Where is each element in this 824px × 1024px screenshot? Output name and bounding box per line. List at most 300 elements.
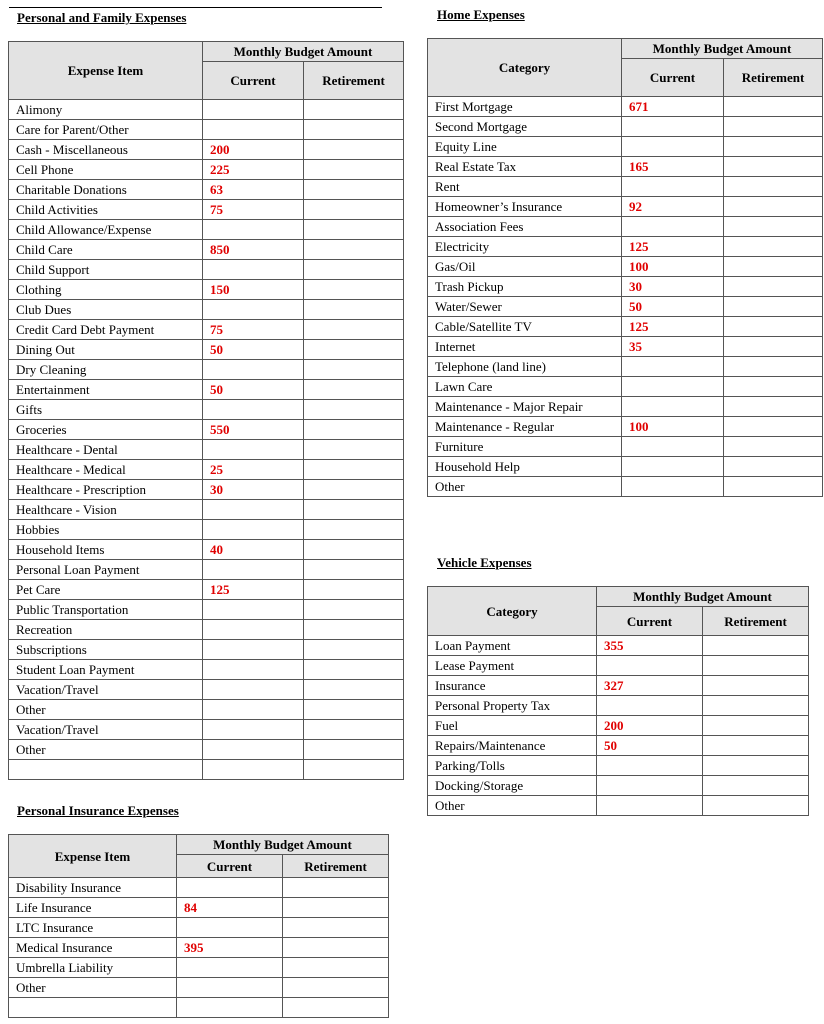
retirement-amount-cell <box>304 580 404 600</box>
expense-item-cell: Charitable Donations <box>9 180 203 200</box>
current-amount-cell: 35 <box>622 337 724 357</box>
current-amount-cell <box>597 776 703 796</box>
retirement-amount-cell <box>724 357 823 377</box>
current-amount-cell <box>203 220 304 240</box>
expense-item-cell: Equity Line <box>428 137 622 157</box>
table-row <box>9 300 404 320</box>
retirement-amount-cell <box>304 280 404 300</box>
current-amount-cell: 75 <box>203 200 304 220</box>
retirement-amount-cell <box>724 237 823 257</box>
retirement-amount-cell <box>304 700 404 720</box>
current-amount-cell <box>177 878 283 898</box>
retirement-amount-cell <box>304 460 404 480</box>
table-row <box>428 97 823 117</box>
expense-item-cell: Healthcare - Dental <box>9 440 203 460</box>
current-amount-cell <box>203 400 304 420</box>
expense-item-cell: Furniture <box>428 437 622 457</box>
current-amount-cell: 50 <box>203 340 304 360</box>
current-amount-cell: 850 <box>203 240 304 260</box>
table-row <box>9 660 404 680</box>
retirement-amount-cell <box>304 760 404 780</box>
expense-item-cell: Rent <box>428 177 622 197</box>
current-amount-cell <box>203 520 304 540</box>
retirement-amount-cell <box>703 776 809 796</box>
table-row <box>428 177 823 197</box>
table-row <box>9 380 404 400</box>
retirement-amount-cell <box>304 300 404 320</box>
retirement-amount-cell <box>304 140 404 160</box>
header-current: Current <box>177 855 283 878</box>
table-row <box>428 377 823 397</box>
expense-item-cell: Credit Card Debt Payment <box>9 320 203 340</box>
insurance-section-title: Personal Insurance Expenses <box>17 803 179 818</box>
current-amount-cell: 75 <box>203 320 304 340</box>
header-monthly-budget: Monthly Budget Amount <box>177 835 389 855</box>
current-amount-cell: 200 <box>203 140 304 160</box>
table-row <box>428 157 823 177</box>
expense-item-cell: Homeowner’s Insurance <box>428 197 622 217</box>
retirement-amount-cell <box>724 257 823 277</box>
table-row <box>9 720 404 740</box>
expense-item-cell: Student Loan Payment <box>9 660 203 680</box>
expense-item-cell: First Mortgage <box>428 97 622 117</box>
current-amount-cell <box>203 560 304 580</box>
retirement-amount-cell <box>703 696 809 716</box>
vehicle-section-title: Vehicle Expenses <box>437 555 532 570</box>
retirement-amount-cell <box>703 636 809 656</box>
expense-item-cell: Other <box>428 477 622 497</box>
expense-item-cell: Association Fees <box>428 217 622 237</box>
retirement-amount-cell <box>283 998 389 1018</box>
current-amount-cell <box>203 680 304 700</box>
table-row <box>428 716 809 736</box>
expense-item-cell: Cell Phone <box>9 160 203 180</box>
current-amount-cell: 550 <box>203 420 304 440</box>
expense-item-cell: Fuel <box>428 716 597 736</box>
header-retirement: Retirement <box>703 607 809 636</box>
table-row <box>428 457 823 477</box>
current-amount-cell <box>622 377 724 397</box>
header-retirement: Retirement <box>304 62 404 100</box>
retirement-amount-cell <box>304 200 404 220</box>
table-row <box>428 197 823 217</box>
current-amount-cell: 25 <box>203 460 304 480</box>
expense-item-cell: LTC Insurance <box>9 918 177 938</box>
retirement-amount-cell <box>304 680 404 700</box>
expense-item-cell: Parking/Tolls <box>428 756 597 776</box>
table-row <box>9 320 404 340</box>
expense-item-cell: Care for Parent/Other <box>9 120 203 140</box>
current-amount-cell <box>597 696 703 716</box>
header-expense-item: Expense Item <box>9 42 203 100</box>
current-amount-cell: 125 <box>622 237 724 257</box>
expense-item-cell: Maintenance - Regular <box>428 417 622 437</box>
table-row <box>9 938 389 958</box>
current-amount-cell: 30 <box>622 277 724 297</box>
table-row <box>9 340 404 360</box>
current-amount-cell: 30 <box>203 480 304 500</box>
current-amount-cell <box>177 998 283 1018</box>
table-row <box>9 160 404 180</box>
retirement-amount-cell <box>724 397 823 417</box>
table-row <box>9 440 404 460</box>
table-row <box>428 317 823 337</box>
table-row <box>9 400 404 420</box>
table-row <box>428 217 823 237</box>
current-amount-cell: 355 <box>597 636 703 656</box>
table-row <box>9 998 389 1018</box>
retirement-amount-cell <box>283 938 389 958</box>
retirement-amount-cell <box>724 417 823 437</box>
current-amount-cell: 225 <box>203 160 304 180</box>
current-amount-cell: 125 <box>622 317 724 337</box>
table-row <box>9 760 404 780</box>
expense-item-cell: Other <box>9 700 203 720</box>
personal-title-rule <box>9 7 382 8</box>
expense-item-cell <box>9 998 177 1018</box>
table-row <box>428 776 809 796</box>
header-category: Category <box>428 39 622 97</box>
retirement-amount-cell <box>703 756 809 776</box>
header-expense-item: Expense Item <box>9 835 177 878</box>
expense-item-cell: Docking/Storage <box>428 776 597 796</box>
retirement-amount-cell <box>304 480 404 500</box>
expense-item-cell: Disability Insurance <box>9 878 177 898</box>
current-amount-cell: 327 <box>597 676 703 696</box>
header-current: Current <box>203 62 304 100</box>
expense-item-cell: Other <box>9 740 203 760</box>
current-amount-cell: 200 <box>597 716 703 736</box>
current-amount-cell: 92 <box>622 197 724 217</box>
table-row <box>428 437 823 457</box>
table-row <box>9 260 404 280</box>
current-amount-cell: 671 <box>622 97 724 117</box>
expense-item-cell: Clothing <box>9 280 203 300</box>
retirement-amount-cell <box>304 440 404 460</box>
retirement-amount-cell <box>724 297 823 317</box>
table-row <box>9 420 404 440</box>
table-row <box>428 237 823 257</box>
expense-item-cell: Household Items <box>9 540 203 560</box>
table-row <box>9 460 404 480</box>
retirement-amount-cell <box>724 277 823 297</box>
table-row <box>9 540 404 560</box>
table-row <box>9 978 389 998</box>
retirement-amount-cell <box>703 676 809 696</box>
expense-item-cell: Vacation/Travel <box>9 720 203 740</box>
table-row <box>9 520 404 540</box>
retirement-amount-cell <box>724 317 823 337</box>
home-section-title: Home Expenses <box>437 7 525 22</box>
table-row <box>9 640 404 660</box>
table-row <box>9 280 404 300</box>
current-amount-cell <box>203 120 304 140</box>
retirement-amount-cell <box>703 796 809 816</box>
retirement-amount-cell <box>724 117 823 137</box>
expense-item-cell: Recreation <box>9 620 203 640</box>
current-amount-cell <box>177 978 283 998</box>
table-row <box>9 620 404 640</box>
expense-item-cell: Cash - Miscellaneous <box>9 140 203 160</box>
expense-item-cell: Second Mortgage <box>428 117 622 137</box>
retirement-amount-cell <box>304 220 404 240</box>
retirement-amount-cell <box>283 978 389 998</box>
table-row <box>428 337 823 357</box>
retirement-amount-cell <box>724 337 823 357</box>
table-row <box>9 120 404 140</box>
expense-item-cell: Water/Sewer <box>428 297 622 317</box>
retirement-amount-cell <box>304 500 404 520</box>
current-amount-cell: 50 <box>622 297 724 317</box>
header-category: Category <box>428 587 597 636</box>
header-monthly-budget: Monthly Budget Amount <box>597 587 809 607</box>
table-row <box>428 357 823 377</box>
expense-item-cell: Insurance <box>428 676 597 696</box>
current-amount-cell <box>203 300 304 320</box>
expense-item-cell <box>9 760 203 780</box>
expense-item-cell: Telephone (land line) <box>428 357 622 377</box>
header-monthly-budget: Monthly Budget Amount <box>622 39 823 59</box>
expense-item-cell: Internet <box>428 337 622 357</box>
retirement-amount-cell <box>724 217 823 237</box>
current-amount-cell <box>622 137 724 157</box>
retirement-amount-cell <box>304 360 404 380</box>
table-row <box>9 220 404 240</box>
retirement-amount-cell <box>703 736 809 756</box>
current-amount-cell <box>622 477 724 497</box>
current-amount-cell <box>203 260 304 280</box>
expense-item-cell: Entertainment <box>9 380 203 400</box>
retirement-amount-cell <box>304 240 404 260</box>
table-row <box>9 580 404 600</box>
current-amount-cell <box>203 640 304 660</box>
retirement-amount-cell <box>283 898 389 918</box>
retirement-amount-cell <box>304 400 404 420</box>
expense-item-cell: Healthcare - Prescription <box>9 480 203 500</box>
header-current: Current <box>622 59 724 97</box>
retirement-amount-cell <box>304 740 404 760</box>
expense-item-cell: Subscriptions <box>9 640 203 660</box>
table-row <box>428 137 823 157</box>
retirement-amount-cell <box>304 160 404 180</box>
current-amount-cell: 165 <box>622 157 724 177</box>
expense-item-cell: Public Transportation <box>9 600 203 620</box>
expense-item-cell: Vacation/Travel <box>9 680 203 700</box>
current-amount-cell <box>203 360 304 380</box>
current-amount-cell: 125 <box>203 580 304 600</box>
expense-item-cell: Dry Cleaning <box>9 360 203 380</box>
table-row <box>9 200 404 220</box>
expense-item-cell: Groceries <box>9 420 203 440</box>
header-retirement: Retirement <box>724 59 823 97</box>
retirement-amount-cell <box>283 958 389 978</box>
current-amount-cell <box>203 660 304 680</box>
expense-item-cell: Healthcare - Medical <box>9 460 203 480</box>
table-row <box>9 100 404 120</box>
table-row <box>428 417 823 437</box>
current-amount-cell <box>622 397 724 417</box>
vehicle-expenses-table <box>427 586 809 816</box>
retirement-amount-cell <box>724 377 823 397</box>
expense-item-cell: Medical Insurance <box>9 938 177 958</box>
retirement-amount-cell <box>304 180 404 200</box>
header-monthly-budget: Monthly Budget Amount <box>203 42 404 62</box>
expense-item-cell: Other <box>428 796 597 816</box>
retirement-amount-cell <box>724 157 823 177</box>
expense-item-cell: Lease Payment <box>428 656 597 676</box>
table-row <box>9 140 404 160</box>
retirement-amount-cell <box>304 100 404 120</box>
table-row <box>428 297 823 317</box>
expense-item-cell: Child Care <box>9 240 203 260</box>
current-amount-cell: 40 <box>203 540 304 560</box>
table-row <box>428 277 823 297</box>
expense-item-cell: Healthcare - Vision <box>9 500 203 520</box>
current-amount-cell <box>622 357 724 377</box>
table-row <box>428 796 809 816</box>
table-row <box>428 756 809 776</box>
expense-item-cell: Other <box>9 978 177 998</box>
header-retirement: Retirement <box>283 855 389 878</box>
table-row <box>9 958 389 978</box>
current-amount-cell: 63 <box>203 180 304 200</box>
table-row <box>428 117 823 137</box>
current-amount-cell <box>622 117 724 137</box>
expense-item-cell: Personal Loan Payment <box>9 560 203 580</box>
table-row <box>9 600 404 620</box>
table-row <box>9 560 404 580</box>
current-amount-cell <box>622 177 724 197</box>
current-amount-cell <box>622 457 724 477</box>
expense-item-cell: Personal Property Tax <box>428 696 597 716</box>
current-amount-cell: 100 <box>622 257 724 277</box>
table-row <box>428 656 809 676</box>
expense-item-cell: Hobbies <box>9 520 203 540</box>
expense-item-cell: Life Insurance <box>9 898 177 918</box>
retirement-amount-cell <box>304 600 404 620</box>
current-amount-cell <box>597 756 703 776</box>
current-amount-cell <box>597 796 703 816</box>
retirement-amount-cell <box>304 340 404 360</box>
current-amount-cell <box>203 100 304 120</box>
table-row <box>9 360 404 380</box>
expense-item-cell: Pet Care <box>9 580 203 600</box>
current-amount-cell <box>622 437 724 457</box>
current-amount-cell <box>597 656 703 676</box>
retirement-amount-cell <box>304 720 404 740</box>
retirement-amount-cell <box>283 878 389 898</box>
current-amount-cell <box>203 720 304 740</box>
current-amount-cell <box>177 958 283 978</box>
personal-section-title: Personal and Family Expenses <box>17 10 187 25</box>
current-amount-cell: 84 <box>177 898 283 918</box>
expense-item-cell: Cable/Satellite TV <box>428 317 622 337</box>
table-row <box>9 480 404 500</box>
retirement-amount-cell <box>304 120 404 140</box>
table-row <box>9 680 404 700</box>
expense-item-cell: Gifts <box>9 400 203 420</box>
retirement-amount-cell <box>724 457 823 477</box>
expense-item-cell: Child Activities <box>9 200 203 220</box>
retirement-amount-cell <box>724 97 823 117</box>
retirement-amount-cell <box>304 420 404 440</box>
current-amount-cell: 50 <box>203 380 304 400</box>
current-amount-cell: 50 <box>597 736 703 756</box>
table-row <box>428 636 809 656</box>
expense-item-cell: Real Estate Tax <box>428 157 622 177</box>
retirement-amount-cell <box>304 520 404 540</box>
retirement-amount-cell <box>304 620 404 640</box>
retirement-amount-cell <box>304 540 404 560</box>
table-row <box>9 898 389 918</box>
table-row <box>428 676 809 696</box>
expense-item-cell: Loan Payment <box>428 636 597 656</box>
retirement-amount-cell <box>304 260 404 280</box>
current-amount-cell <box>203 500 304 520</box>
expense-item-cell: Club Dues <box>9 300 203 320</box>
table-row <box>428 736 809 756</box>
current-amount-cell <box>622 217 724 237</box>
expense-item-cell: Trash Pickup <box>428 277 622 297</box>
current-amount-cell: 395 <box>177 938 283 958</box>
expense-item-cell: Household Help <box>428 457 622 477</box>
table-row <box>428 477 823 497</box>
table-row <box>9 240 404 260</box>
retirement-amount-cell <box>283 918 389 938</box>
expense-item-cell: Child Support <box>9 260 203 280</box>
current-amount-cell <box>203 600 304 620</box>
expense-item-cell: Dining Out <box>9 340 203 360</box>
personal-expenses-table <box>8 41 404 780</box>
table-row <box>9 180 404 200</box>
retirement-amount-cell <box>724 137 823 157</box>
table-row <box>9 700 404 720</box>
table-row <box>428 257 823 277</box>
retirement-amount-cell <box>724 177 823 197</box>
current-amount-cell <box>177 918 283 938</box>
current-amount-cell: 100 <box>622 417 724 437</box>
retirement-amount-cell <box>724 197 823 217</box>
table-row <box>428 696 809 716</box>
retirement-amount-cell <box>304 560 404 580</box>
expense-item-cell: Alimony <box>9 100 203 120</box>
expense-item-cell: Lawn Care <box>428 377 622 397</box>
header-current: Current <box>597 607 703 636</box>
expense-item-cell: Child Allowance/Expense <box>9 220 203 240</box>
current-amount-cell <box>203 440 304 460</box>
retirement-amount-cell <box>304 640 404 660</box>
current-amount-cell: 150 <box>203 280 304 300</box>
retirement-amount-cell <box>304 660 404 680</box>
retirement-amount-cell <box>304 320 404 340</box>
expense-item-cell: Umbrella Liability <box>9 958 177 978</box>
home-expenses-table <box>427 38 823 497</box>
retirement-amount-cell <box>724 477 823 497</box>
retirement-amount-cell <box>703 656 809 676</box>
table-row <box>9 878 389 898</box>
expense-item-cell: Gas/Oil <box>428 257 622 277</box>
insurance-expenses-table <box>8 834 389 1018</box>
table-row <box>9 500 404 520</box>
retirement-amount-cell <box>304 380 404 400</box>
table-row <box>9 918 389 938</box>
current-amount-cell <box>203 760 304 780</box>
expense-item-cell: Electricity <box>428 237 622 257</box>
current-amount-cell <box>203 740 304 760</box>
expense-item-cell: Repairs/Maintenance <box>428 736 597 756</box>
table-row <box>428 397 823 417</box>
current-amount-cell <box>203 620 304 640</box>
